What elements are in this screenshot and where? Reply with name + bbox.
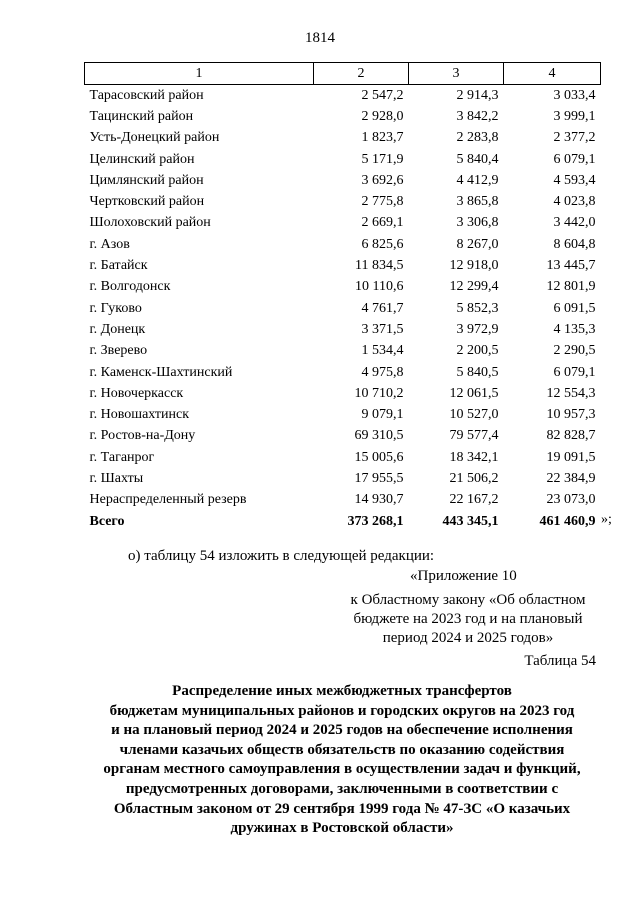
row-name: Целинский район xyxy=(89,151,195,167)
value-2024: 12 061,5 xyxy=(449,385,499,401)
value-2025: 3 033,4 xyxy=(553,87,596,103)
row-name: Тарасовский район xyxy=(89,87,204,103)
value-2025: 2 290,5 xyxy=(553,343,596,359)
row-name: Чертковский район xyxy=(89,194,205,210)
value-2023: 10 110,6 xyxy=(355,279,404,295)
value-2023: 1 534,4 xyxy=(361,343,404,359)
value-2025: 13 445,7 xyxy=(546,258,596,274)
value-2023: 5 171,9 xyxy=(361,151,404,167)
row-name: г. Таганрог xyxy=(89,449,155,465)
table-body xyxy=(85,85,601,533)
value-2023: 9 079,1 xyxy=(361,407,404,423)
table-heading xyxy=(84,682,600,839)
row-name: Всего xyxy=(89,513,125,529)
value-2024: 79 577,4 xyxy=(449,428,499,444)
value-2023: 15 005,6 xyxy=(354,449,404,465)
table-row xyxy=(85,447,601,468)
table-row xyxy=(85,85,601,107)
value-2024: 2 914,3 xyxy=(456,87,499,103)
table-row xyxy=(85,298,601,319)
value-2024: 3 972,9 xyxy=(456,321,499,337)
value-2023: 4 975,8 xyxy=(361,364,404,380)
table-row xyxy=(85,277,601,298)
table-row xyxy=(85,341,601,362)
value-2024: 8 267,0 xyxy=(456,236,499,252)
row-name: Усть-Донецкий район xyxy=(89,130,220,146)
table-row xyxy=(85,128,601,149)
heading-line: Распределение иных межбюджетных трансфертов xyxy=(172,683,512,699)
value-2024: 10 527,0 xyxy=(449,407,499,423)
value-2023: 69 310,5 xyxy=(354,428,404,444)
value-2025: 19 091,5 xyxy=(546,449,596,465)
law-reference-line: к Областному закону «Об областном xyxy=(350,592,586,608)
row-name: Нераспределенный резерв xyxy=(89,492,247,508)
value-2025: 3 999,1 xyxy=(553,108,596,124)
value-2024: 5 840,4 xyxy=(456,151,499,167)
column-header: 1 xyxy=(85,63,314,85)
table-row xyxy=(85,404,601,425)
value-2024: 18 342,1 xyxy=(449,449,499,465)
heading-line: предусмотренных договорами, заключенными в соответствии с xyxy=(125,780,559,797)
law-reference-line: бюджете на 2023 год и на плановый xyxy=(353,611,583,627)
value-2025: 6 091,5 xyxy=(553,300,596,316)
column-header: 4 xyxy=(504,63,601,85)
table-row xyxy=(85,362,601,383)
table-row xyxy=(85,490,601,511)
value-2024: 5 852,3 xyxy=(456,300,499,316)
budget-table xyxy=(84,62,601,532)
row-name: Шолоховский район xyxy=(89,215,211,231)
value-2024: 12 918,0 xyxy=(449,258,499,274)
row-name: Тацинский район xyxy=(89,108,194,124)
value-2025: 22 384,9 xyxy=(546,470,596,486)
row-name: г. Волгодонск xyxy=(89,279,171,295)
value-2023: 3 371,5 xyxy=(361,321,404,337)
row-name: г. Новочеркасск xyxy=(89,385,184,401)
value-2025: 3 442,0 xyxy=(553,215,596,231)
value-2025: 10 957,3 xyxy=(546,407,596,423)
row-name: г. Батайск xyxy=(89,258,148,274)
value-2025: 6 079,1 xyxy=(553,151,596,167)
law-reference-line: период 2024 и 2025 годов» xyxy=(382,630,554,646)
value-2025: 2 377,2 xyxy=(553,130,596,146)
value-2023: 373 268,1 xyxy=(347,513,404,529)
row-name: г. Гуково xyxy=(89,300,142,316)
table-row xyxy=(85,106,601,127)
value-2025: 461 460,9 xyxy=(539,513,596,529)
edit-instruction: о) таблицу 54 изложить в следующей редакции: xyxy=(128,548,435,564)
heading-line: Областным законом от 29 сентября 1999 года № 47-ЗС «О казачьих xyxy=(113,800,571,817)
value-2024: 12 299,4 xyxy=(449,279,499,295)
table-row xyxy=(85,213,601,234)
value-2023: 2 775,8 xyxy=(361,194,404,210)
table-row xyxy=(85,383,601,404)
closing-mark: »; xyxy=(601,512,612,527)
heading-line: членами казачьих обществ обязательств по оказанию содействия xyxy=(119,741,565,758)
table-header-row xyxy=(85,63,601,85)
row-name: г. Зверево xyxy=(89,343,148,359)
value-2024: 3 865,8 xyxy=(456,194,499,210)
value-2024: 4 412,9 xyxy=(456,172,499,188)
value-2025: 4 135,3 xyxy=(553,321,596,337)
value-2025: 12 554,3 xyxy=(546,385,596,401)
table-row xyxy=(85,319,601,340)
table-row xyxy=(85,468,601,489)
value-2024: 22 167,2 xyxy=(449,492,499,508)
appendix-label: «Приложение 10 xyxy=(410,568,517,584)
value-2025: 12 801,9 xyxy=(546,279,596,295)
value-2025: 23 073,0 xyxy=(546,492,596,508)
heading-line: органам местного самоуправления в осуществлении задач и функций, xyxy=(103,761,581,778)
value-2023: 17 955,5 xyxy=(354,470,404,486)
row-name: г. Шахты xyxy=(89,470,144,486)
column-header: 3 xyxy=(409,63,504,85)
row-name: г. Новошахтинск xyxy=(89,407,190,423)
value-2023: 1 823,7 xyxy=(361,130,404,146)
value-2023: 3 692,6 xyxy=(361,172,404,188)
value-2024: 443 345,1 xyxy=(442,513,499,529)
value-2023: 2 928,0 xyxy=(361,108,404,124)
law-reference xyxy=(336,591,600,648)
row-name: г. Каменск-Шахтинский xyxy=(89,364,233,380)
value-2025: 82 828,7 xyxy=(546,428,596,444)
value-2023: 2 669,1 xyxy=(361,215,404,231)
row-name: г. Азов xyxy=(89,236,130,252)
value-2024: 3 306,8 xyxy=(456,215,499,231)
value-2024: 2 200,5 xyxy=(456,343,499,359)
column-header: 2 xyxy=(314,63,409,85)
value-2024: 5 840,5 xyxy=(456,364,499,380)
table-total-row xyxy=(85,511,601,532)
value-2024: 3 842,2 xyxy=(456,108,499,124)
row-name: г. Донецк xyxy=(89,321,146,337)
table-row xyxy=(85,426,601,447)
table-label: Таблица 54 xyxy=(524,653,596,669)
heading-line: бюджетам муниципальных районов и городских округов на 2023 год xyxy=(109,702,575,719)
value-2024: 2 283,8 xyxy=(456,130,499,146)
value-2025: 4 593,4 xyxy=(553,172,596,188)
value-2025: 6 079,1 xyxy=(553,364,596,380)
heading-line: дружинах в Ростовской области» xyxy=(230,820,454,837)
value-2025: 8 604,8 xyxy=(553,236,596,252)
table-row xyxy=(85,234,601,255)
value-2023: 14 930,7 xyxy=(354,492,404,508)
value-2024: 21 506,2 xyxy=(449,470,499,486)
page-number: 1814 xyxy=(305,30,335,46)
value-2023: 4 761,7 xyxy=(361,300,404,316)
value-2023: 2 547,2 xyxy=(361,87,404,103)
table-row xyxy=(85,170,601,191)
heading-line: и на плановый период 2024 и 2025 годов на обеспечение исполнения xyxy=(111,722,573,739)
table-row xyxy=(85,191,601,212)
table-row xyxy=(85,255,601,276)
row-name: г. Ростов-на-Дону xyxy=(89,428,196,444)
value-2023: 6 825,6 xyxy=(361,236,404,252)
value-2023: 10 710,2 xyxy=(354,385,404,401)
table-row xyxy=(85,149,601,170)
row-name: Цимлянский район xyxy=(89,172,204,188)
value-2023: 11 834,5 xyxy=(355,258,404,274)
value-2025: 4 023,8 xyxy=(553,194,596,210)
